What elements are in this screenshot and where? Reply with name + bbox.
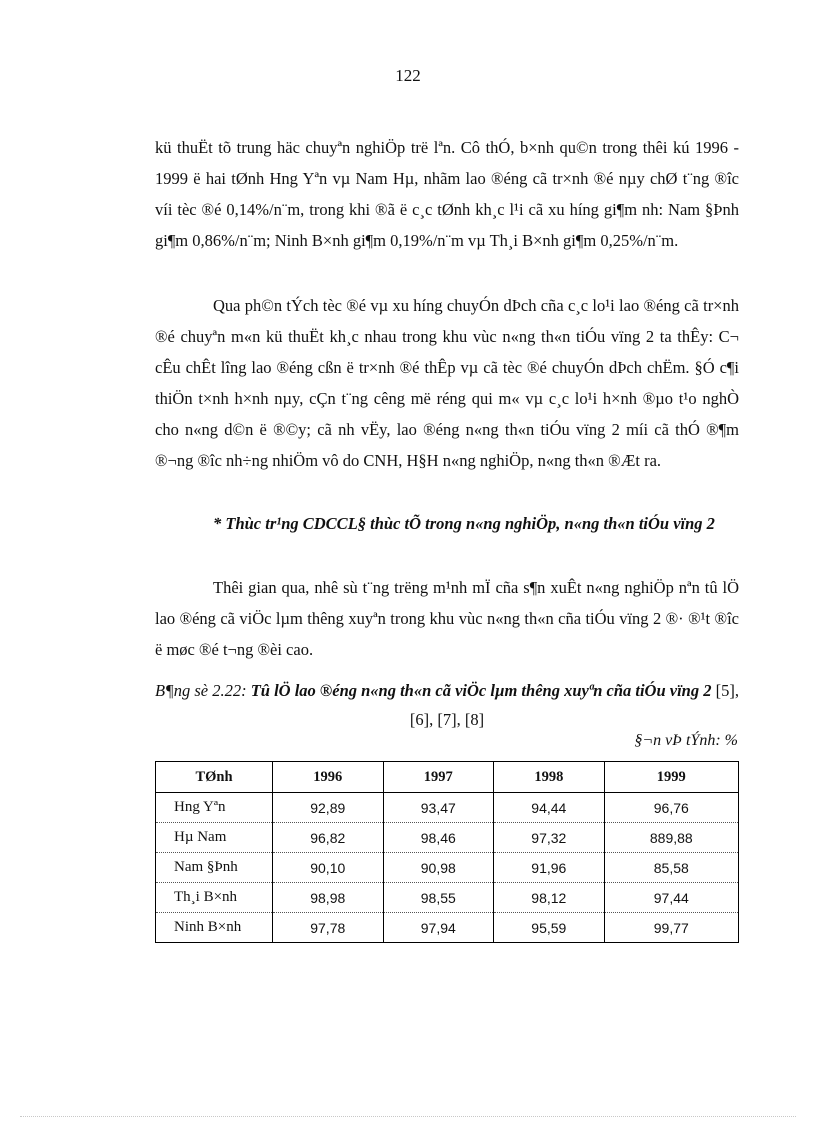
- table-caption-label: B¶ng sè 2.22:: [155, 681, 247, 700]
- data-table: [155, 761, 739, 943]
- table-row: [156, 853, 739, 883]
- table-caption: [155, 676, 739, 734]
- province-cell: Hµ Nam: [156, 823, 273, 853]
- page-bottom-border: [20, 1116, 796, 1117]
- header-province: TØnh: [156, 762, 273, 793]
- value-cell: 99,77: [604, 913, 738, 943]
- value-cell: 98,55: [383, 883, 494, 913]
- value-cell: 92,89: [273, 793, 384, 823]
- table-caption-refs: [5], [6], [7], [8]: [409, 681, 739, 729]
- header-year: 1996: [273, 762, 384, 793]
- section-heading: * Thùc tr¹ng CDCCL§ thùc tÕ trong n«ng nghiÖp, n«ng th«n tiÓu vïng 2: [213, 514, 715, 533]
- value-cell: 97,78: [273, 913, 384, 943]
- province-cell: Nam §Þnh: [156, 853, 273, 883]
- value-cell: 91,96: [494, 853, 605, 883]
- value-cell: 90,98: [383, 853, 494, 883]
- paragraph-employment: Thêi gian qua, nhê sù t¨ng trëng m¹nh mÏ cña s¶n xuÊt n«ng nghiÖp nªn tû lÖ lao ®éng cã viÖc lµm thêng xuyªn trong khu vùc n«ng th«n cña tiÓu vïng 2 ®· ®¹t ®îc ë møc ®é t¬ng ®èi cao.: [155, 578, 739, 659]
- table-caption-title: Tû lÖ lao ®éng n«ng th«n cã viÖc lµm thêng xuyªn cña tiÓu vïng 2: [250, 681, 712, 700]
- header-year: 1999: [604, 762, 738, 793]
- value-cell: 96,76: [604, 793, 738, 823]
- value-cell: 95,59: [494, 913, 605, 943]
- table-row: [156, 793, 739, 823]
- province-cell: Th¸i B×nh: [156, 883, 273, 913]
- value-cell: 97,32: [494, 823, 605, 853]
- page-number: 122: [395, 66, 421, 85]
- table-header-row: [156, 762, 739, 793]
- table-row: [156, 883, 739, 913]
- value-cell: 889,88: [604, 823, 738, 853]
- province-cell: Ninh B×nh: [156, 913, 273, 943]
- table-row: [156, 913, 739, 943]
- value-cell: 90,10: [273, 853, 384, 883]
- province-cell: Hng Yªn: [156, 793, 273, 823]
- unit-note: §¬n vÞ tÝnh: %: [634, 732, 738, 749]
- value-cell: 98,98: [273, 883, 384, 913]
- value-cell: 94,44: [494, 793, 605, 823]
- value-cell: 97,44: [604, 883, 738, 913]
- paragraph-analysis: Qua ph©n tÝch tèc ®é vµ xu híng chuyÓn dÞch cña c¸c lo¹i lao ®éng cã tr×nh ®é chuyªn m«n kü thuËt kh¸c nhau trong khu vùc n«ng th«n tiÓu vïng 2 ta thÊy: C¬ cÊu chÊt lîng lao ®éng cßn ë tr×nh ®é thÊp vµ cã tèc ®é chuyÓn dÞch chËm. §Ó c¶i thiÖn t×nh h×nh nµy, cÇn t¨ng cêng më réng qui m« vµ c¸c lo¹i h×nh ®µo t¹o nghÒ cho n«ng d©n ë ®©y; cã nh vËy, lao ®éng n«ng th«n tiÓu vïng 2 míi cã thÓ ®¶m ®¬ng ®îc nh÷ng nhiÖm vô do CNH, H§H n«ng nghiÖp, n«ng th«n ®Æt ra.: [155, 296, 739, 470]
- value-cell: 98,46: [383, 823, 494, 853]
- value-cell: 85,58: [604, 853, 738, 883]
- value-cell: 97,94: [383, 913, 494, 943]
- table-row: [156, 823, 739, 853]
- header-year: 1997: [383, 762, 494, 793]
- header-year: 1998: [494, 762, 605, 793]
- value-cell: 96,82: [273, 823, 384, 853]
- paragraph-continuation: kü thuËt tõ trung häc chuyªn nghiÖp trë lªn. Cô thÓ, b×nh qu©n trong thêi kú 1996 - 1999 ë hai tØnh Hng Yªn vµ Nam Hµ, nhãm lao ®éng cã tr×nh ®é nµy chØ t¨ng ®îc víi tèc ®é 0,14%/n¨m, trong khi ®ã ë c¸c tØnh kh¸c l¹i cã xu híng gi¶m nh: Nam §Þnh gi¶m 0,86%/n¨m; Ninh B×nh gi¶m 0,19%/n¨m vµ Th¸i B×nh gi¶m 0,25%/n¨m.: [155, 138, 739, 250]
- value-cell: 93,47: [383, 793, 494, 823]
- value-cell: 98,12: [494, 883, 605, 913]
